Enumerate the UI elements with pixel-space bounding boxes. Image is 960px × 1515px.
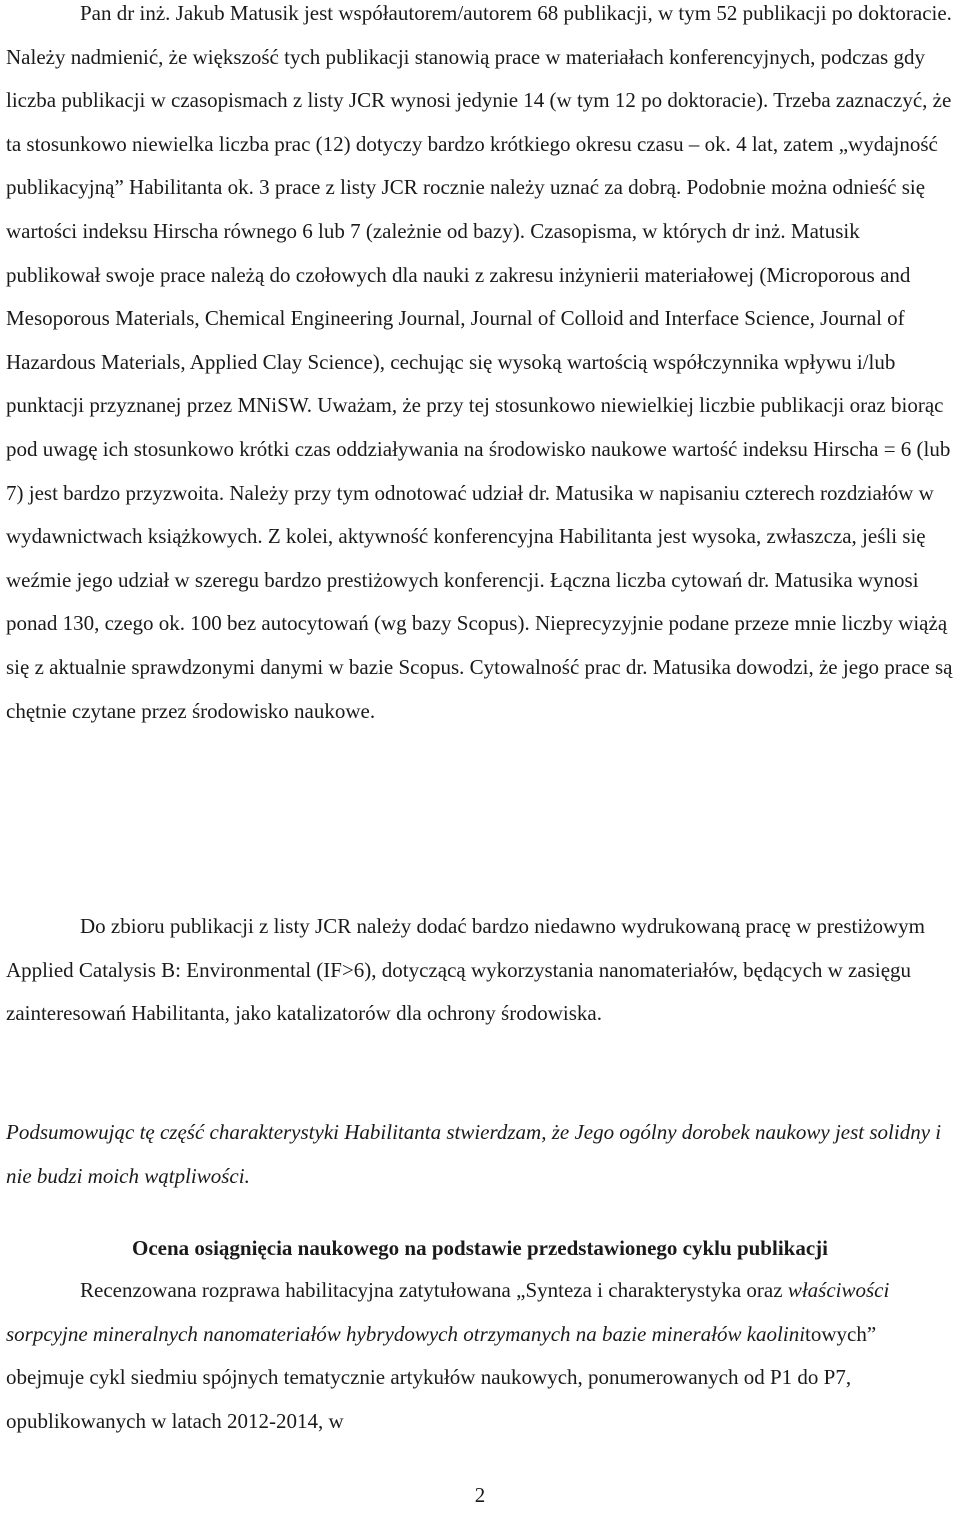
paragraph-text [6,1111,954,1198]
paragraph-text [6,1269,954,1443]
paragraph-dissertation [6,1269,954,1443]
paragraph-text: Do zbioru publikacji z listy JCR należy dodać bardzo niedawno wydrukowaną pracę w prestiżowym Applied Catalysis B: Environmental (IF>6), dotyczącą wykorzystania nanomateriałów, będących w zasięgu zainteresowań Habilitanta, jako katalizatorów dla ochrony środowiska. [6,914,926,1026]
paragraph-summary [6,1111,954,1198]
summary-italic-text: Podsumowując tę część charakterystyki Habilitanta stwierdzam, że Jego ogólny dorobek naukowy jest solidny i nie budzi moich wątpliwości. [6,1120,942,1188]
dissertation-title-italic: właściwości sorpcyjne mineralnych nanomateriałów hybrydowych otrzymanych na bazie minerałów kaolini [6,1278,890,1346]
dissertation-text-part3: towych” obejmuje cykl siedmiu spójnych tematycznie artykułów naukowych, ponumerowanych od P1 do P7, opublikowanych w latach 2012-2014, w [6,1321,877,1433]
paragraph-text: Pan dr inż. Jakub Matusik jest współautorem/autorem 68 publikacji, w tym 52 publikacji po doktoracie. Należy nadmienić, że większość tych publikacji stanowią prace w materiałach konferencyjnych, podczas gdy liczba publikacji w czasopismach z listy JCR wynosi jedynie 14 (w tym 12 po doktoracie). Trzeba zaznaczyć, że ta stosunkowo niewielka liczba prac (12) dotyczy bardzo krótkiego okresu czasu – ok. 4 lat, zatem „wydajność publikacyjną” Habilitanta ok. 3 prace z listy JCR rocznie należy uznać za dobrą. Podobnie można odnieść się wartości indeksu Hirscha równego 6 lub 7 (zależnie od bazy). Czasopisma, w których dr inż. Matusik publikował swoje prace należą do czołowych dla nauki z zakresu inżynierii materiałowej (Microporous and Mesoporous Materials, Chemical Engineering Journal, Journal of Colloid and Interface Science, Journal of Hazardous Materials, Applied Clay Science), cechując się wysoką wartością współczynnika wpływu i/lub punktacji przyznanej przez MNiSW. Uważam, że przy tej stosunkowo niewielkiej liczbie publikacji oraz biorąc pod uwagę ich stosunkowo krótki czas oddziaływania na środowisko naukowe wartość indeksu Hirscha = 6 (lub 7) jest bardzo przyzwoita. Należy przy tym odnotować udział dr. Matusika w napisaniu czterech rozdziałów w wydawnictwach książkowych. Z kolei, aktywność konferencyjna Habilitanta jest wysoka, zwłaszcza, jeśli się weźmie jego udział w szeregu bardzo prestiżowych konferencji. Łączna liczba cytowań dr. Matusika wynosi ponad 130, czego ok. 100 bez autocytowań (wg bazy Scopus). Nieprecyzyjnie podane przeze mnie liczby wiążą się z aktualnie sprawdzonymi danymi w bazie Scopus. Cytowalność prac dr. Matusika dowodzi, że jego prace są chętnie czytane przez środowisko naukowe. [6,1,953,723]
paragraph-jcr-addition [6,905,954,1036]
dissertation-text-part1: Recenzowana rozprawa habilitacyjna zatytułowana „Synteza i charakterystyka oraz [80,1278,788,1302]
page-number: 2 [474,1483,486,1507]
paragraph-publication-record [6,0,954,733]
section-heading: Ocena osiągnięcia naukowego na podstawie przedstawionego cyklu publikacji [132,1236,828,1260]
